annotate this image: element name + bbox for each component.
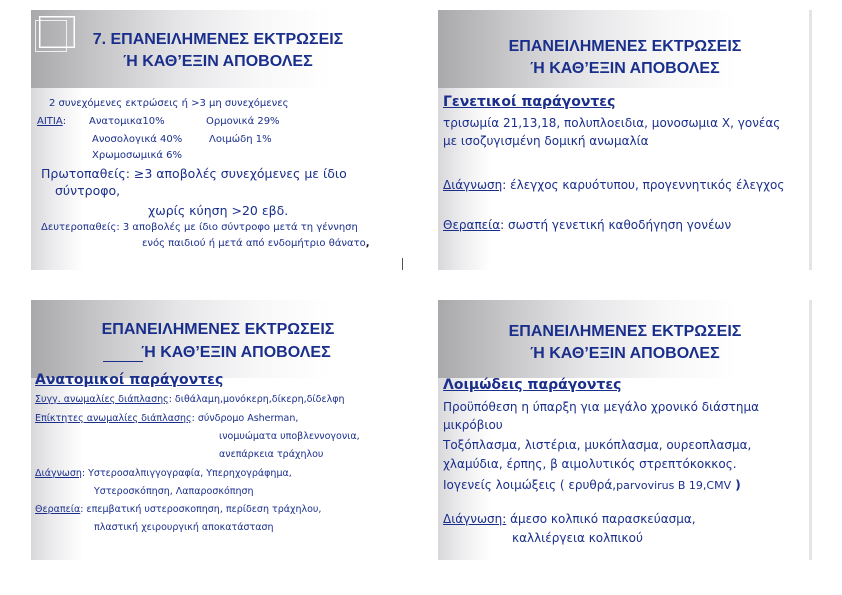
primary-line3: χωρίς κύηση >20 εβδ. xyxy=(148,203,289,218)
slide-2 xyxy=(438,10,812,270)
therapy-label: Θεραπεία xyxy=(35,504,81,515)
text-line: τρισωμία 21,13,18, πολυπλοειδια, μονοσωμια Χ, γονέας xyxy=(443,116,781,130)
text-line: ανεπάρκεια τράχηλου xyxy=(219,449,324,460)
slide-3 xyxy=(31,300,405,560)
congenital-line xyxy=(35,394,345,405)
therapy-text: : σωστή γενετική καθοδήγηση γονέων xyxy=(500,218,732,232)
slide-1 xyxy=(31,10,405,270)
secondary-line1: Δευτεροπαθείς: 3 αποβολές με ίδιο σύντροφο μετά τη γέννηση xyxy=(41,222,358,233)
cause-immunological: Ανοσολογικά 40% xyxy=(92,134,183,145)
slide-title-line1: ΕΠΑΝΕΙΛΗΜΕΝΕΣ ΕΚΤΡΩΣΕΙΣ xyxy=(508,323,742,340)
text-line: χλαμύδια, έρπης, β αιμολυτικός στρεπτόκοκκος. xyxy=(443,457,737,471)
slide-title-line2: Ή ΚΑΘ’ΕΞΙΝ ΑΠΟΒΟΛΕΣ xyxy=(141,344,331,361)
diagnosis-line xyxy=(443,512,696,526)
slide-header-gradient xyxy=(31,300,405,378)
acquired-line xyxy=(35,413,298,424)
diagnosis-label: Διάγνωση xyxy=(35,468,82,479)
primary-line1: Πρωτοπαθείς: ≥3 αποβολές συνεχόμενες με ίδιο xyxy=(41,166,347,181)
viral-text-b: parvovirus B 19,CMV xyxy=(616,479,732,492)
cause-infectious: Λοιμώδη 1% xyxy=(209,134,272,145)
slide-title-line1: 7. ΕΠΑΝΕΙΛΗΜΕΝΕΣ ΕΚΤΡΩΣΕΙΣ xyxy=(92,31,344,48)
diagnosis-text: : έλεγχος καρυότυπου, προγεννητικός έλεγχος xyxy=(502,178,785,192)
congenital-label: Συγγ. ανωμαλίες διάπλασης xyxy=(35,394,169,405)
secondary-line2-text: ενός παιδιού ή μετά από ενδομήτριο θάνατο xyxy=(142,238,366,249)
primary-line2: σύντροφο, xyxy=(55,183,121,198)
acquired-label: Επίκτητες ανωμαλίες διάπλασης xyxy=(35,413,192,424)
text-line: Υστεροσκόπηση, Λαπαροσκόπηση xyxy=(94,486,254,497)
section-heading: Γενετικοί παράγοντες xyxy=(443,94,616,110)
diagnosis-line xyxy=(443,178,784,192)
secondary-line2-end: , xyxy=(365,238,370,249)
cause-chromosomal: Χρωμοσωμικά 6% xyxy=(92,150,183,161)
slide-title-line1: ΕΠΑΝΕΙΛΗΜΕΝΕΣ ΕΚΤΡΩΣΕΙΣ xyxy=(508,38,742,55)
therapy-label: Θεραπεία xyxy=(443,218,501,232)
text-line: 2 συνεχόμενες εκτρώσεις ή >3 μη συνεχόμενες xyxy=(49,98,289,109)
diagnosis-label: Διάγνωση: xyxy=(443,512,507,526)
cause-hormonal: Ορμονικά 29% xyxy=(206,116,280,127)
slide-title-line2: Ή ΚΑΘ’ΕΞΙΝ ΑΠΟΒΟΛΕΣ xyxy=(530,345,720,362)
text-line: μικρόβιου xyxy=(443,418,503,432)
vertical-rule xyxy=(402,258,403,270)
therapy-text: : επεμβατική υστεροσκοπηση, περίδεση τράχηλου, xyxy=(80,504,322,515)
text-line: πλαστική χειρουργική αποκατάσταση xyxy=(94,522,274,533)
secondary-line2 xyxy=(142,238,370,249)
acquired-text: : σύνδρομο Asherman, xyxy=(191,413,299,424)
diagnosis-text: : Υστεροσαλπιγγογραφία, Υπερηχογράφημα, xyxy=(81,468,292,479)
viral-line xyxy=(443,478,741,492)
text-line: Προϋπόθεση η ύπαρξη για μεγάλο χρονικό διάστημα xyxy=(443,400,760,414)
title-underline xyxy=(103,361,143,362)
text-line: Τοξόπλασμα, λιστέρια, μυκόπλασμα, ουρεοπλασμα, xyxy=(443,438,752,452)
section-heading: Ανατομικοί παράγοντες xyxy=(35,372,224,388)
section-heading: Λοιμώδεις παράγοντες xyxy=(443,377,622,393)
diagnosis-text: άμεσο κολπικό παρασκεύασμα, xyxy=(506,512,696,526)
viral-text-c: ) xyxy=(731,478,741,492)
viral-text-a: Ιογενείς λοιμώξεις ( ερυθρά, xyxy=(443,478,617,492)
text-line: με ισοζυγισμένη δομική ανωμαλία xyxy=(443,134,649,148)
cause-anatomical: Ανατομικα10% xyxy=(89,116,165,127)
diagnosis-line xyxy=(35,468,292,479)
slide-title-line1: ΕΠΑΝΕΙΛΗΜΕΝΕΣ ΕΚΤΡΩΣΕΙΣ xyxy=(101,321,335,338)
slide-title-line2: Ή ΚΑΘ’ΕΞΙΝ ΑΠΟΒΟΛΕΣ xyxy=(530,60,720,77)
text-line: καλλιέργεια κολπικού xyxy=(512,531,643,545)
slide-title-line2: Ή ΚΑΘ’ΕΞΙΝ ΑΠΟΒΟΛΕΣ xyxy=(123,53,313,70)
therapy-line xyxy=(443,218,731,232)
aitia-label: ΑΙΤΙΑ xyxy=(37,116,63,127)
aitia-line xyxy=(37,116,66,127)
diagnosis-label: Διάγνωση xyxy=(443,178,503,192)
text-line: ινομυώματα υποβλεννογονια, xyxy=(219,431,360,442)
therapy-line xyxy=(35,504,321,515)
slide-4 xyxy=(438,300,812,560)
aitia-colon: : xyxy=(62,116,67,127)
congenital-text: : διθάλαμη,μονόκερη,δίκερη,δίδελφη xyxy=(168,394,345,405)
slide-header-gradient xyxy=(31,10,405,88)
